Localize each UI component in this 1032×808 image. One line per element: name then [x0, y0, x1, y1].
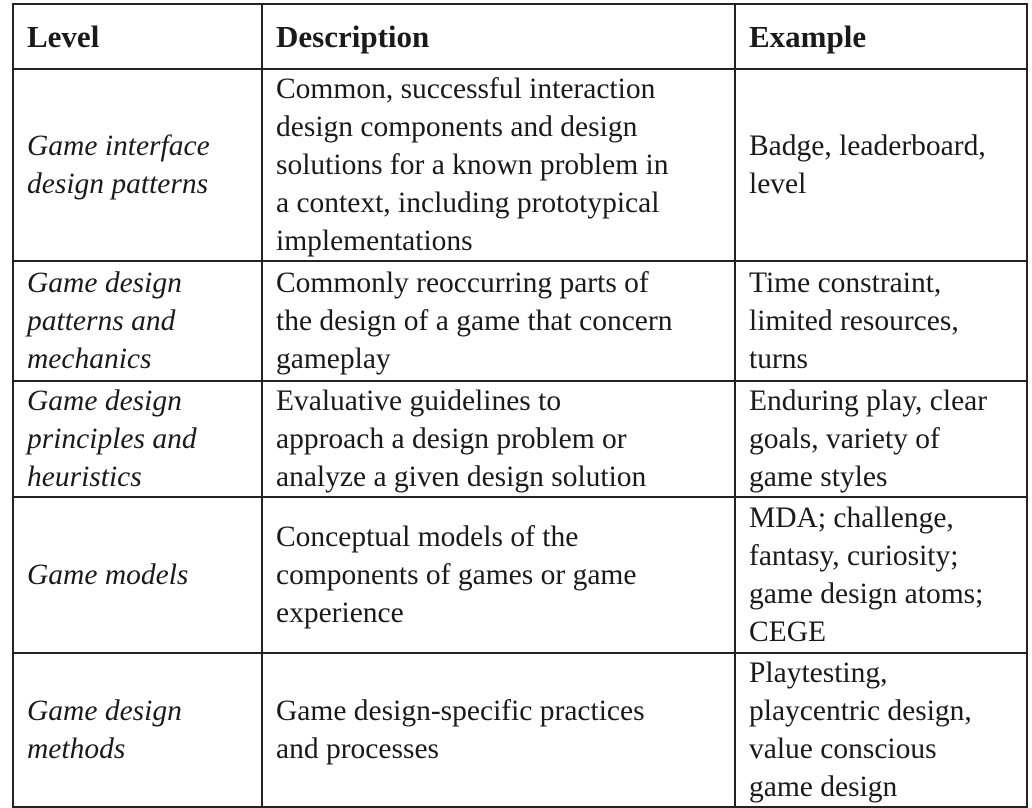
header-description: Description: [262, 4, 735, 69]
description-text-line: Commonly reoccurring parts of: [276, 267, 649, 299]
level-text-line: design patterns: [27, 168, 209, 200]
example-text-line: goals, variety of: [749, 423, 940, 455]
description-text-line: Common, successful interaction: [276, 73, 656, 105]
description-text-line: Game design-specific practices: [276, 695, 645, 727]
example-text-line: Playtesting,: [749, 657, 888, 689]
example-text-line: game design atoms;: [749, 578, 984, 610]
level-text-line: Game design: [27, 695, 182, 727]
description-text-line: analyze a given design solution: [276, 461, 647, 493]
example-text-line: Time constraint,: [749, 267, 942, 299]
example-cell: [735, 381, 1027, 497]
example-cell: [735, 261, 1027, 381]
level-text-line: Game design: [27, 385, 182, 417]
description-text-line: gameplay: [276, 343, 391, 375]
level-cell: [13, 69, 262, 261]
header-row: [13, 4, 1027, 69]
header-example: Example: [735, 4, 1027, 69]
example-text-line: fantasy, curiosity;: [749, 540, 959, 572]
example-text-line: limited resources,: [749, 305, 959, 337]
example-cell: [735, 497, 1027, 653]
description-text-line: experience: [276, 597, 404, 629]
level-text-line: principles and: [27, 423, 197, 455]
level-text-line: Game design: [27, 267, 182, 299]
description-text-line: Evaluative guidelines to: [276, 385, 562, 417]
level-cell: [13, 381, 262, 497]
description-cell: [262, 381, 735, 497]
level-text-line: heuristics: [27, 461, 142, 493]
example-text-line: Enduring play, clear: [749, 385, 988, 417]
description-cell: [262, 69, 735, 261]
description-text-line: design components and design: [276, 111, 638, 143]
level-cell: [13, 653, 262, 807]
table-row: [13, 381, 1027, 497]
level-text-line: patterns and: [27, 305, 176, 337]
description-text-line: and processes: [276, 733, 440, 765]
level-text-line: mechanics: [27, 343, 152, 375]
level-cell: [13, 261, 262, 381]
description-text-line: the design of a game that concern: [276, 305, 673, 337]
description-cell: [262, 653, 735, 807]
example-text-line: CEGE: [749, 616, 827, 648]
description-cell: [262, 497, 735, 653]
example-cell: [735, 69, 1027, 261]
table-row: [13, 653, 1027, 807]
level-text-line: Game models: [27, 559, 189, 591]
table-row: [13, 69, 1027, 261]
example-text-line: Badge, leaderboard,: [749, 130, 986, 162]
example-text-line: value conscious: [749, 733, 937, 765]
level-cell: [13, 497, 262, 653]
description-text-line: solutions for a known problem in: [276, 149, 669, 181]
example-text-line: playcentric design,: [749, 695, 972, 727]
description-text-line: components of games or game: [276, 559, 637, 591]
description-text-line: Conceptual models of the: [276, 521, 579, 553]
description-text-line: implementations: [276, 225, 473, 257]
example-cell: [735, 653, 1027, 807]
example-text-line: MDA; challenge,: [749, 502, 954, 534]
table-row: [13, 261, 1027, 381]
level-text-line: methods: [27, 733, 126, 765]
description-text-line: approach a design problem or: [276, 423, 627, 455]
example-text-line: game design: [749, 771, 898, 803]
table-row: [13, 497, 1027, 653]
example-text-line: level: [749, 168, 807, 200]
example-text-line: game styles: [749, 461, 888, 493]
example-text-line: turns: [749, 343, 808, 375]
game-design-levels-table: [12, 3, 1028, 808]
header-level: Level: [13, 4, 262, 69]
level-text-line: Game interface: [27, 130, 210, 162]
description-text-line: a context, including prototypical: [276, 187, 660, 219]
description-cell: [262, 261, 735, 381]
